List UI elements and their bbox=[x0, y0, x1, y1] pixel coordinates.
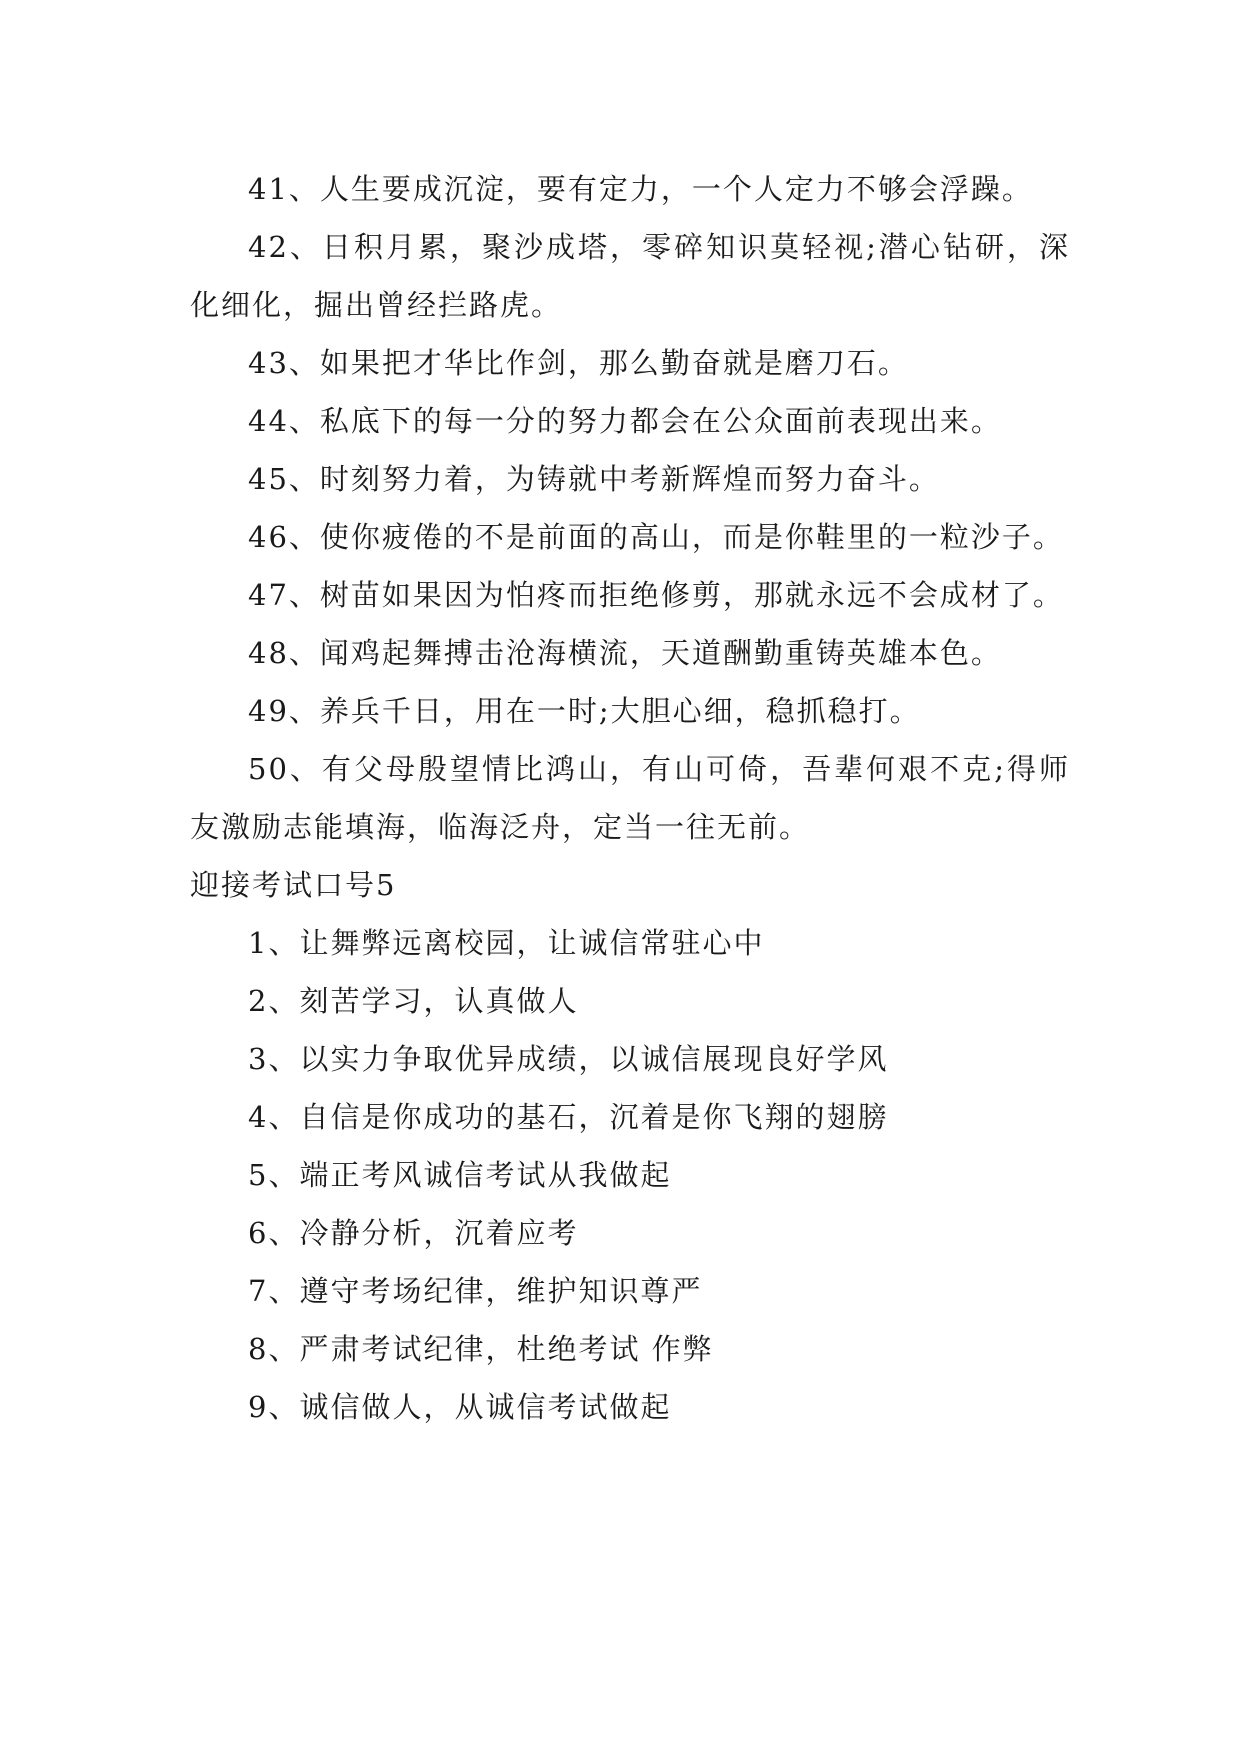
paragraph-49: 49、养兵千日，用在一时;大胆心细，稳抓稳打。 bbox=[248, 694, 921, 728]
paragraph-50: 50、有父母殷望情比鸿山，有山可倚，吾辈何艰不克;得师友激励志能填海，临海泛舟，定当一往无前。 bbox=[190, 752, 1070, 844]
slogan-6: 6、冷静分析，沉着应考 bbox=[248, 1216, 579, 1250]
slogan-3: 3、以实力争取优异成绩，以诚信展现良好学风 bbox=[248, 1042, 889, 1076]
slogan-9: 9、诚信做人，从诚信考试做起 bbox=[248, 1390, 672, 1424]
slogan-7: 7、遵守考场纪律，维护知识尊严 bbox=[248, 1274, 703, 1308]
section-heading: 迎接考试口号5 bbox=[190, 868, 397, 902]
paragraph-45: 45、时刻努力着，为铸就中考新辉煌而努力奋斗。 bbox=[248, 462, 940, 496]
paragraph-46: 46、使你疲倦的不是前面的高山，而是你鞋里的一粒沙子。 bbox=[248, 520, 1064, 554]
paragraph-43: 43、如果把才华比作剑，那么勤奋就是磨刀石。 bbox=[248, 346, 909, 380]
slogan-2: 2、刻苦学习，认真做人 bbox=[248, 984, 579, 1018]
slogan-5: 5、端正考风诚信考试从我做起 bbox=[248, 1158, 672, 1192]
document-body bbox=[190, 160, 1070, 1436]
paragraph-48: 48、闻鸡起舞搏击沧海横流，天道酬勤重铸英雄本色。 bbox=[248, 636, 1002, 670]
slogan-4: 4、自信是你成功的基石，沉着是你飞翔的翅膀 bbox=[248, 1100, 889, 1134]
slogan-8: 8、严肃考试纪律，杜绝考试 作弊 bbox=[248, 1332, 714, 1366]
slogan-1: 1、让舞弊远离校园，让诚信常驻心中 bbox=[248, 926, 765, 960]
paragraph-44: 44、私底下的每一分的努力都会在公众面前表现出来。 bbox=[248, 404, 1002, 438]
paragraph-42: 42、日积月累，聚沙成塔，零碎知识莫轻视;潜心钻研，深化细化，掘出曾经拦路虎。 bbox=[190, 230, 1070, 322]
paragraph-41: 41、人生要成沉淀，要有定力，一个人定力不够会浮躁。 bbox=[248, 172, 1033, 206]
paragraph-47: 47、树苗如果因为怕疼而拒绝修剪，那就永远不会成材了。 bbox=[248, 578, 1064, 612]
